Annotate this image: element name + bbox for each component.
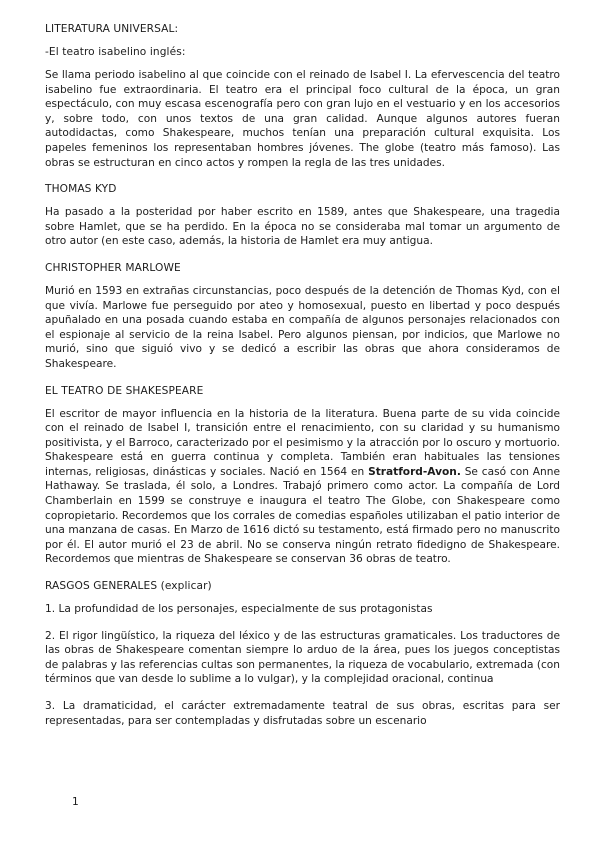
section-subtitle: -El teatro isabelino inglés: — [45, 46, 186, 58]
marlowe-paragraph: Murió en 1593 en extrañas circunstancias, poco después de la detención de Thomas Kyd, con el que vivía. Marlowe fue perseguido por ateo y homosexual, puesto en libertad y poco después apuñalado en una posada cuando estaba en compañía de algunos personajes relacionados con el espionaje al servicio de la reina Isabel. Pero algunos piensan, por indicios, que Marlowe no murió, sino que siguió vivo y se dedicó a escribir las obras que ahora consideramos de Shakespeare. — [45, 284, 560, 370]
rasgo-item: 2. El rigor lingüístico, la riqueza del léxico y de las estructuras gramaticales. Los traductores de las obras de Shakespeare comentan siempre lo arduo de la área, pues los juegos conceptistas de palabras y las referencias cultas son permanentes, la riqueza de vocabulario, extremada (con términos que van desde lo sublime a lo vulgar), y la complejidad oracional, continua — [45, 629, 560, 686]
rasgo-item: 3. La dramaticidad, el carácter extremadamente teatral de sus obras, escritas para ser representadas, para ser contempladas y disfrutadas sobre un escenario — [45, 700, 560, 727]
intro-paragraph: Se llama periodo isabelino al que coincide con el reinado de Isabel I. La efervescencia del teatro isabelino fue extraordinaria. El teatro era el principal foco cultural de la época, un gran espectáculo, con muy escasa escenografía pero con gran lujo en el vestuario y en los accesorios y, sobre todo, con unos textos de una gran calidad. Aunque algunos autores fueran autodidactas, como Shakespeare, muchos tenían una preparación cultural exquisita. Los papeles femeninos los representaban hombres jóvenes. The globe (teatro más famoso). Las obras se estructuran en cinco actos y rompen la regla de las tres unidades. — [45, 69, 560, 169]
document-page — [45, 22, 560, 728]
marlowe-heading: CHRISTOPHER MARLOWE — [45, 261, 181, 274]
kyd-paragraph: Ha pasado a la posteridad por haber escrito en 1589, antes que Shakespeare, una tragedia sobre Hamlet, que se ha perdido. En la época no se consideraba mal tomar un argumento de otro autor (en este caso, además, la historia de Hamlet era muy antigua. — [45, 206, 560, 248]
document-title: LITERATURA UNIVERSAL: — [45, 23, 179, 35]
shakespeare-paragraph — [45, 407, 560, 568]
rasgos-heading: RASGOS GENERALES (explicar) — [45, 580, 212, 593]
rasgo-item: 1. La profundidad de los personajes, especialmente de sus protagonistas — [45, 603, 433, 616]
shakespeare-text-after: Se casó con Anne Hathaway. Se traslada, él solo, a Londres. Trabajó primero como actor. La compañía de Lord Chamberlain en 1599 se construye e inaugura el teatro The Globe, con Shakespeare como copropietario. Recordemos que los corrales de comedias españoles utilizaban el patio interior de una manzana de casas. En Marzo de 1616 dictó su testamento, está firmado pero no manuscrito por él. El autor murió el 23 de abril. No se conserva ningún retrato fidedigno de Shakespeare. Recordemos que mientras de Shakespeare se conservan 36 obras de teatro. — [45, 465, 561, 566]
page-number: 1 — [72, 796, 79, 808]
birthplace: Stratford-Avon. — [368, 465, 461, 478]
shakespeare-heading: EL TEATRO DE SHAKESPEARE — [45, 384, 204, 397]
shakespeare-text-before: El escritor de mayor influencia en la historia de la literatura. Buena parte de su vida coincide con el reinado de Isabel I, transición entre el renacimiento, con su claridad y su humanismo positivista, y el Barroco, caracterizado por el pesimismo y la atracción por lo oscuro y mortuorio. Shakespeare está en guerra continua y completa. También eran habituales las tensiones internas, religiosas, dinásticas y sociales. Nació en 1564 en — [45, 407, 560, 478]
kyd-heading: THOMAS KYD — [45, 183, 117, 196]
